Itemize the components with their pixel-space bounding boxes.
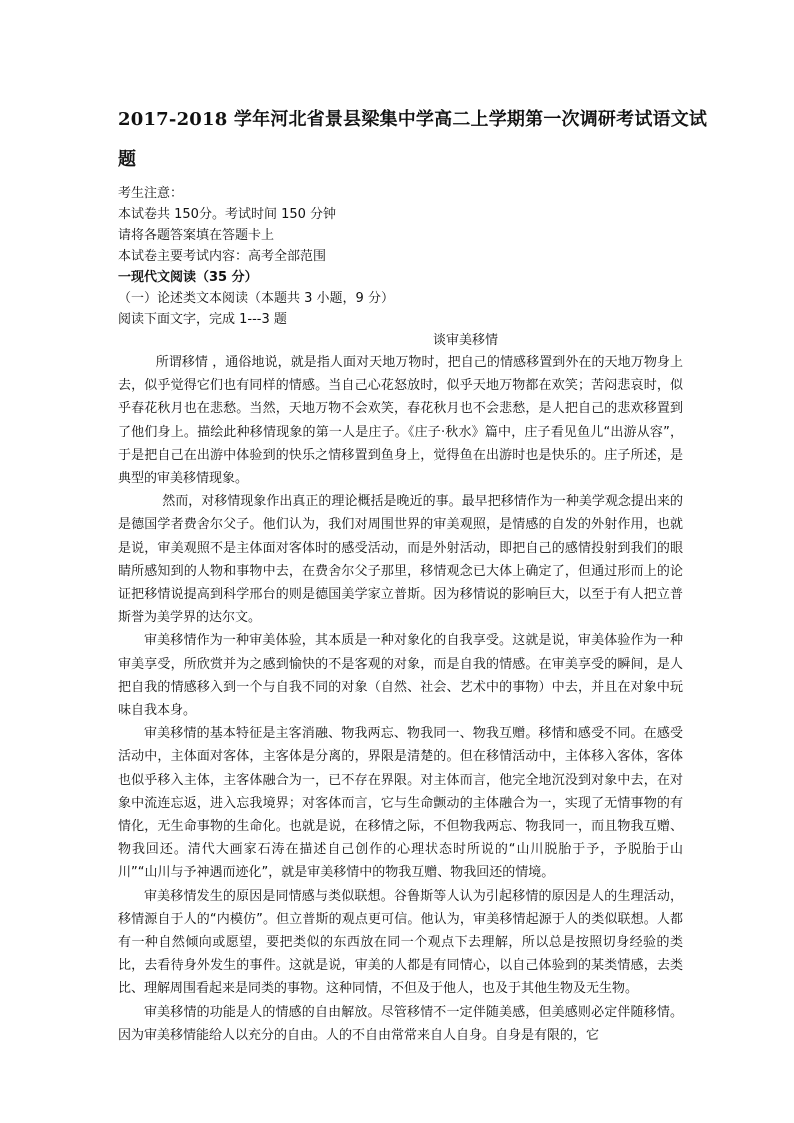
article-paragraph: 审美移情的基本特征是主客消融、物我两忘、物我同一、物我互赠。移情和感受不同。在感受活动中，主体面对客体，主客体是分离的，界限是清楚的。但在移情活动中，主体移入客体，客体也似乎移入主体，主客体融合为一，已不存在界限。对主体而言，他完全地沉没到对象中去，在对象中流连忘返，进入忘我境界；对客体而言，它与生命颤动的主体融合为一，实现了无情事物的有情化，无生命事物的生命化。也就是说，在移情之际，不但物我两忘、物我同一，而且物我互赠、物我回还。清代大画家石涛在描述自己创作的心理状态时所说的“山川脱胎于予，予脱胎于山川”“山川与予神遇而迹化”，就是审美移情中的物我互赠、物我回还的情境。: [118, 726, 683, 881]
article-paragraph: 审美移情作为一种审美体验，其本质是一种对象化的自我享受。这就是说，审美体验作为一种审美享受，所欣赏并为之感到愉快的不是客观的对象，而是自我的情感。在审美享受的瞬间，是人把自我的情感移入到一个与自我不同的对象（自然、社会、艺术中的事物）中去，并且在对象中玩味自我本身。: [118, 633, 683, 719]
notice-heading: 考生注意：: [118, 186, 184, 201]
section-heading: 一现代文阅读（35 分）: [118, 270, 258, 285]
reading-instruction: 阅读下面文字，完成 1---3 题: [118, 312, 287, 327]
subsection-heading: （一）论述类文本阅读（本题共 3 小题，9 分）: [118, 291, 394, 306]
notice-line: 本试卷主要考试内容：高考全部范围: [118, 249, 327, 264]
article-paragraph: 所谓移情 ，通俗地说，就是指人面对天地万物时，把自己的情感移置到外在的天地万物身上去，似乎觉得它们也有同样的情感。当自己心花怒放时，似乎天地万物都在欢笑；苦闷悲哀时，似乎春花秋月也在悲愁。当然，天地万物不会欢笑，春花秋月也不会悲愁，是人把自己的悲欢移置到了他们身上。描绘此种移情现象的第一人是庄子。《庄子·秋水》篇中，庄子看见鱼儿“出游从容”，于是把自己在出游中体验到的快乐之情移置到鱼身上，觉得鱼在出游时也是快乐的。庄子所述，是典型的审美移情现象。: [118, 355, 683, 487]
title-line-1: 2017-2018 学年河北省景县梁集中学高二上学期第一次调研考试语文试: [118, 109, 708, 130]
title-line-2: 题: [118, 149, 137, 170]
notice-line: 请将各题答案填在答题卡上: [118, 228, 275, 243]
notice-line: 本试卷共 150分。考试时间 150 分钟: [118, 207, 337, 222]
article-paragraph: 然而，对移情现象作出真正的理论概括是晚近的事。最早把移情作为一种美学观念提出来的是德国学者费舍尔父子。他们认为，我们对周围世界的审美观照，是情感的自发的外射作用，也就是说，审美观照不是主体面对客体时的感受活动，而是外射活动，即把自己的感情投射到我们的眼睛所感知到的人物和事物中去，在费舍尔父子那里，移情观念已大体上确定了，但通过形而上的论证把移情说提高到科学邢台的则是德国美学家立普斯。因为移情说的影响巨大，以至于有人把立普斯誉为美学界的达尔文。: [118, 494, 683, 626]
document-title: [118, 100, 708, 180]
article-paragraph: 审美移情发生的原因是同情感与类似联想。谷鲁斯等人认为引起移情的原因是人的生理活动，移情源自于人的“内模仿”。但立普斯的观点更可信。他认为，审美移情起源于人的类似联想。人都有一种自然倾向或愿望，要把类似的东西放在同一个观点下去理解，所以总是按照切身经验的类比，去看待身外发生的事件。这就是说，审美的人都是有同情心，以自己体验到的某类情感，去类比、理解周围看起来是同类的事物。这种同情，不但及于他人，也及于其他生物及无生物。: [118, 888, 683, 997]
document-page: [118, 100, 708, 1047]
article-title: 谈审美移情: [432, 333, 498, 348]
article-paragraph: 审美移情的功能是人的情感的自由解放。尽管移情不一定伴随美感，但美感则必定伴随移情。因为审美移情能给人以充分的自由。人的不自由常常来自人自身。自身是有限的，它: [118, 1004, 683, 1043]
